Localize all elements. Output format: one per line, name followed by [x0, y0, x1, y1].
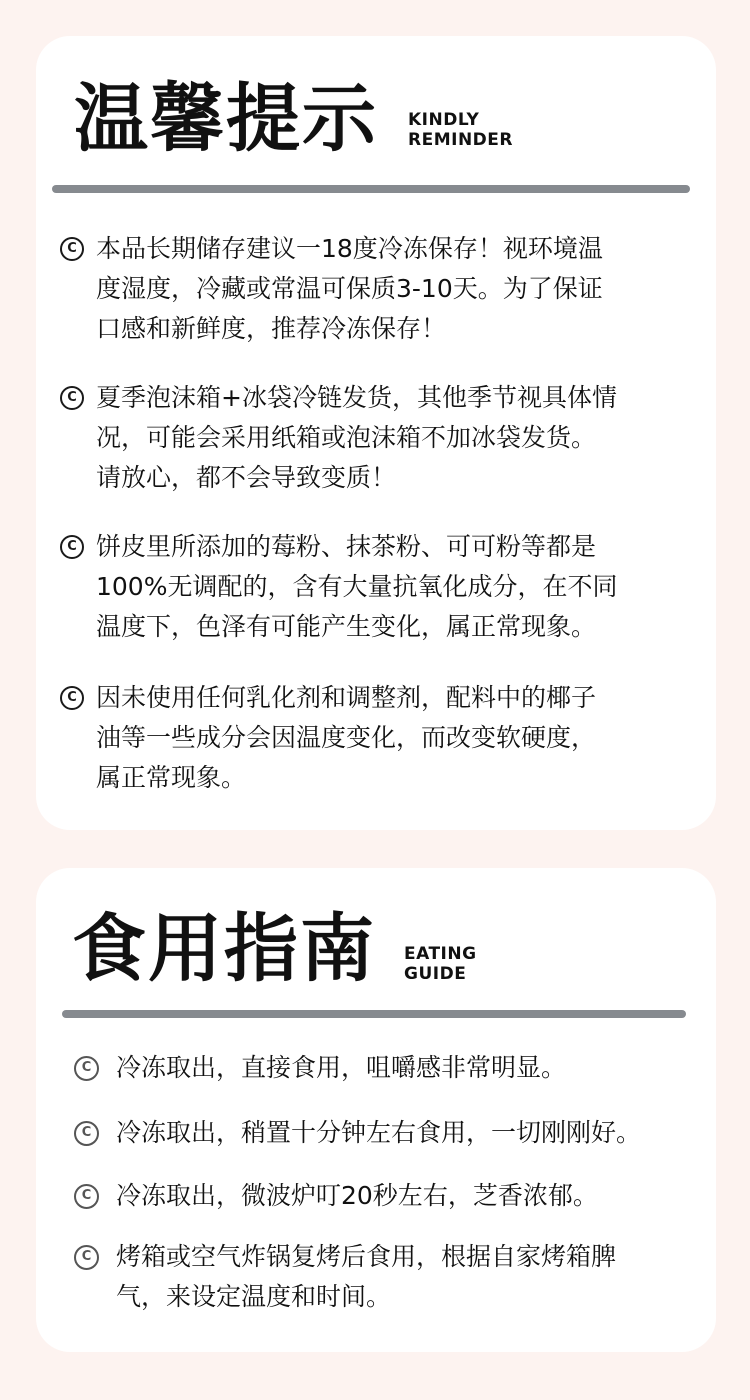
reminder-subtitle: [408, 110, 513, 150]
guide-title: 食用指南: [72, 906, 376, 992]
reminder-item-3-line-3: 温度下，色泽有可能产生变化，属正常现象。: [96, 612, 597, 641]
reminder-subtitle-line-1: KINDLY: [408, 110, 480, 130]
guide-divider: [62, 1010, 686, 1018]
guide-item-4-line-2: 气，来设定温度和时间。: [116, 1282, 392, 1311]
guide-card: [36, 868, 716, 1352]
guide-item-2-line-1: 冷冻取出，稍置十分钟左右食用，一切刚刚好。: [116, 1118, 642, 1147]
reminder-item-2: [67, 378, 696, 498]
copyright-circle-icon: C: [74, 1121, 99, 1146]
guide-item-3: [81, 1176, 736, 1216]
reminder-item-4-line-3: 属正常现象。: [96, 763, 247, 792]
reminder-item-1-line-1: 本品长期储存建议一18度冷冻保存！视环境温: [96, 234, 603, 263]
reminder-item-2-line-1: 夏季泡沫箱+冰袋冷链发货，其他季节视具体情: [96, 383, 617, 412]
reminder-item-4: [67, 678, 696, 798]
copyright-circle-icon: C: [74, 1245, 99, 1270]
copyright-circle-icon: C: [74, 1056, 99, 1081]
reminder-item-3: [67, 527, 696, 647]
reminder-item-2-line-3: 请放心，都不会导致变质！: [96, 463, 397, 492]
guide-item-2: [81, 1113, 736, 1153]
guide-item-1: [81, 1048, 736, 1088]
guide-subtitle-line-1: EATING: [404, 944, 477, 964]
reminder-card: [36, 36, 716, 830]
copyright-circle-icon: C: [60, 237, 84, 261]
copyright-circle-icon: C: [60, 686, 84, 710]
reminder-item-4-line-1: 因未使用任何乳化剂和调整剂，配料中的椰子: [96, 683, 597, 712]
reminder-title: 温馨提示: [74, 76, 378, 162]
guide-item-4-line-1: 烤箱或空气炸锅复烤后食用，根据自家烤箱脾: [116, 1242, 617, 1271]
reminder-subtitle-line-2: REMINDER: [408, 130, 513, 150]
guide-item-4: [81, 1237, 736, 1317]
reminder-item-1-line-3: 口感和新鲜度，推荐冷冻保存！: [96, 314, 447, 343]
reminder-divider: [52, 185, 690, 193]
reminder-item-2-line-2: 况，可能会采用纸箱或泡沫箱不加冰袋发货。: [96, 423, 597, 452]
reminder-item-1: [67, 229, 696, 349]
copyright-circle-icon: C: [60, 535, 84, 559]
copyright-circle-icon: C: [74, 1184, 99, 1209]
copyright-circle-icon: C: [60, 386, 84, 410]
reminder-item-3-line-1: 饼皮里所添加的莓粉、抹茶粉、可可粉等都是: [96, 532, 597, 561]
reminder-item-1-line-2: 度湿度，冷藏或常温可保质3-10天。为了保证: [96, 274, 603, 303]
reminder-item-3-line-2: 100%无调配的，含有大量抗氧化成分，在不同: [96, 572, 618, 601]
guide-subtitle: [404, 944, 477, 984]
guide-subtitle-line-2: GUIDE: [404, 964, 467, 984]
reminder-item-4-line-2: 油等一些成分会因温度变化，而改变软硬度，: [96, 723, 597, 752]
guide-item-3-line-1: 冷冻取出，微波炉叮20秒左右，芝香浓郁。: [116, 1181, 598, 1210]
guide-item-1-line-1: 冷冻取出，直接食用，咀嚼感非常明显。: [116, 1053, 567, 1082]
